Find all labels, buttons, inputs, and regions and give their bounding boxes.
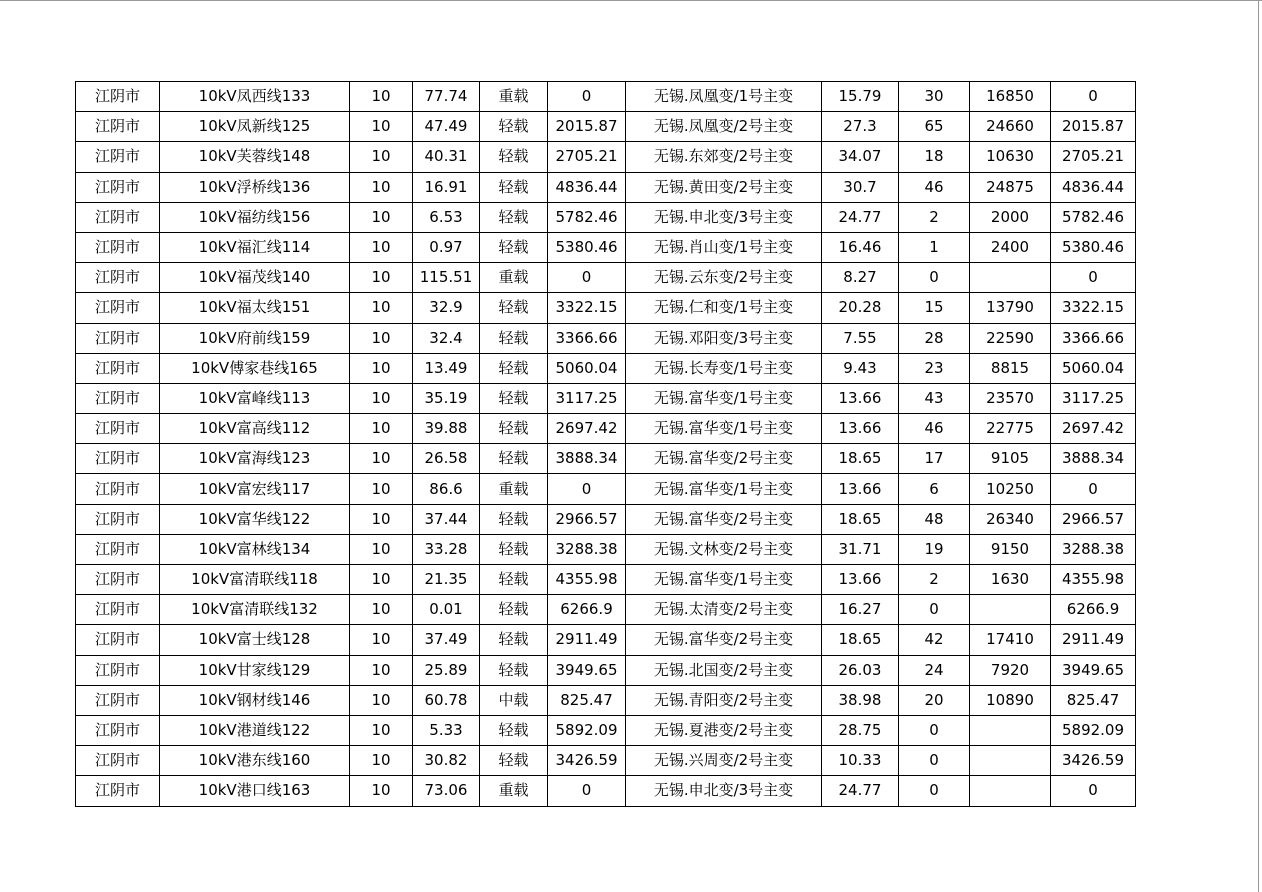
available-capacity-cell: 3288.38 [1051,534,1136,564]
spare-capacity-cell: 2966.57 [548,504,626,534]
voltage-cell: 10 [350,263,413,293]
city-cell: 江阴市 [76,776,160,806]
line-name-cell: 10kV福茂线140 [160,263,350,293]
table-row [76,82,1136,112]
transformer-cell: 无锡.北国变/2号主变 [626,655,822,685]
spare-capacity-cell: 5892.09 [548,715,626,745]
transformer-cell: 无锡.富华变/1号主变 [626,565,822,595]
voltage-cell: 10 [350,534,413,564]
count-cell: 24 [899,655,970,685]
transformer-load-cell: 24.77 [822,202,899,232]
transformer-load-cell: 34.07 [822,142,899,172]
capacity-cell: 8815 [970,353,1051,383]
count-cell: 6 [899,474,970,504]
city-cell: 江阴市 [76,534,160,564]
voltage-cell: 10 [350,414,413,444]
voltage-cell: 10 [350,232,413,262]
line-name-cell: 10kV福太线151 [160,293,350,323]
spare-capacity-cell: 0 [548,474,626,504]
load-rate-cell: 21.35 [413,565,480,595]
city-cell: 江阴市 [76,202,160,232]
transformer-cell: 无锡.肖山变/1号主变 [626,232,822,262]
voltage-cell: 10 [350,715,413,745]
city-cell: 江阴市 [76,232,160,262]
count-cell: 0 [899,776,970,806]
capacity-cell [970,595,1051,625]
line-name-cell: 10kV凤新线125 [160,112,350,142]
spare-capacity-cell: 3322.15 [548,293,626,323]
load-rate-cell: 25.89 [413,655,480,685]
city-cell: 江阴市 [76,685,160,715]
available-capacity-cell: 3888.34 [1051,444,1136,474]
table-row [76,776,1136,806]
line-name-cell: 10kV港道线122 [160,715,350,745]
city-cell: 江阴市 [76,383,160,413]
transformer-load-cell: 18.65 [822,444,899,474]
line-name-cell: 10kV府前线159 [160,323,350,353]
voltage-cell: 10 [350,172,413,202]
line-name-cell: 10kV甘家线129 [160,655,350,685]
spare-capacity-cell: 3117.25 [548,383,626,413]
available-capacity-cell: 825.47 [1051,685,1136,715]
spare-capacity-cell: 5782.46 [548,202,626,232]
table-row [76,142,1136,172]
spare-capacity-cell: 6266.9 [548,595,626,625]
transformer-load-cell: 31.71 [822,534,899,564]
transformer-cell: 无锡.凤凰变/2号主变 [626,112,822,142]
transformer-load-cell: 20.28 [822,293,899,323]
transformer-load-cell: 7.55 [822,323,899,353]
transformer-cell: 无锡.富华变/2号主变 [626,504,822,534]
capacity-cell: 16850 [970,82,1051,112]
spare-capacity-cell: 2015.87 [548,112,626,142]
table-row [76,414,1136,444]
transformer-load-cell: 18.65 [822,625,899,655]
load-rate-cell: 32.4 [413,323,480,353]
available-capacity-cell: 0 [1051,776,1136,806]
capacity-cell: 10630 [970,142,1051,172]
table-row [76,172,1136,202]
load-status-cell: 轻载 [480,655,548,685]
spare-capacity-cell: 0 [548,263,626,293]
capacity-cell: 17410 [970,625,1051,655]
table-row [76,202,1136,232]
capacity-cell: 22590 [970,323,1051,353]
transformer-cell: 无锡.长寿变/1号主变 [626,353,822,383]
count-cell: 46 [899,172,970,202]
count-cell: 30 [899,82,970,112]
transformer-cell: 无锡.云东变/2号主变 [626,263,822,293]
capacity-cell: 24875 [970,172,1051,202]
line-name-cell: 10kV福纺线156 [160,202,350,232]
transformer-cell: 无锡.申北变/3号主变 [626,776,822,806]
voltage-cell: 10 [350,142,413,172]
load-status-cell: 轻载 [480,414,548,444]
load-status-cell: 轻载 [480,112,548,142]
load-status-cell: 中载 [480,685,548,715]
table-row [76,232,1136,262]
count-cell: 2 [899,202,970,232]
voltage-cell: 10 [350,353,413,383]
count-cell: 46 [899,414,970,444]
transformer-cell: 无锡.夏港变/2号主变 [626,715,822,745]
voltage-cell: 10 [350,746,413,776]
page-right-border [1258,0,1259,892]
line-name-cell: 10kV浮桥线136 [160,172,350,202]
available-capacity-cell: 5380.46 [1051,232,1136,262]
load-rate-cell: 26.58 [413,444,480,474]
load-rate-cell: 37.49 [413,625,480,655]
available-capacity-cell: 0 [1051,474,1136,504]
available-capacity-cell: 0 [1051,263,1136,293]
load-status-cell: 轻载 [480,534,548,564]
load-status-cell: 轻载 [480,715,548,745]
table-row [76,383,1136,413]
transformer-load-cell: 13.66 [822,383,899,413]
table-body [76,82,1136,807]
load-rate-cell: 86.6 [413,474,480,504]
city-cell: 江阴市 [76,444,160,474]
load-rate-cell: 77.74 [413,82,480,112]
load-rate-cell: 47.49 [413,112,480,142]
city-cell: 江阴市 [76,625,160,655]
city-cell: 江阴市 [76,353,160,383]
city-cell: 江阴市 [76,715,160,745]
capacity-cell: 2000 [970,202,1051,232]
line-name-cell: 10kV富清联线132 [160,595,350,625]
load-status-cell: 轻载 [480,323,548,353]
voltage-cell: 10 [350,383,413,413]
line-name-cell: 10kV傅家巷线165 [160,353,350,383]
table-row [76,595,1136,625]
city-cell: 江阴市 [76,655,160,685]
city-cell: 江阴市 [76,263,160,293]
load-status-cell: 轻载 [480,444,548,474]
transformer-load-cell: 13.66 [822,414,899,444]
load-status-cell: 轻载 [480,232,548,262]
load-rate-cell: 115.51 [413,263,480,293]
count-cell: 0 [899,746,970,776]
load-rate-cell: 30.82 [413,746,480,776]
voltage-cell: 10 [350,202,413,232]
city-cell: 江阴市 [76,82,160,112]
load-rate-cell: 33.28 [413,534,480,564]
load-status-cell: 轻载 [480,293,548,323]
line-name-cell: 10kV富士线128 [160,625,350,655]
line-name-cell: 10kV富林线134 [160,534,350,564]
voltage-cell: 10 [350,685,413,715]
voltage-cell: 10 [350,655,413,685]
voltage-cell: 10 [350,504,413,534]
load-rate-cell: 0.97 [413,232,480,262]
load-status-cell: 轻载 [480,353,548,383]
transformer-cell: 无锡.兴周变/2号主变 [626,746,822,776]
table-row [76,655,1136,685]
available-capacity-cell: 2966.57 [1051,504,1136,534]
transformer-load-cell: 28.75 [822,715,899,745]
load-rate-cell: 16.91 [413,172,480,202]
count-cell: 2 [899,565,970,595]
available-capacity-cell: 2911.49 [1051,625,1136,655]
voltage-cell: 10 [350,112,413,142]
capacity-cell [970,776,1051,806]
load-status-cell: 轻载 [480,746,548,776]
count-cell: 1 [899,232,970,262]
transformer-load-cell: 26.03 [822,655,899,685]
table-row [76,685,1136,715]
table-row [76,715,1136,745]
voltage-cell: 10 [350,565,413,595]
load-rate-cell: 60.78 [413,685,480,715]
spare-capacity-cell: 3366.66 [548,323,626,353]
transformer-cell: 无锡.富华变/1号主变 [626,414,822,444]
capacity-cell: 10890 [970,685,1051,715]
transformer-cell: 无锡.仁和变/1号主变 [626,293,822,323]
count-cell: 17 [899,444,970,474]
count-cell: 48 [899,504,970,534]
available-capacity-cell: 3949.65 [1051,655,1136,685]
capacity-cell: 24660 [970,112,1051,142]
city-cell: 江阴市 [76,414,160,444]
line-name-cell: 10kV凤西线133 [160,82,350,112]
available-capacity-cell: 0 [1051,82,1136,112]
load-rate-cell: 13.49 [413,353,480,383]
available-capacity-cell: 4355.98 [1051,565,1136,595]
transformer-load-cell: 13.66 [822,474,899,504]
line-name-cell: 10kV港口线163 [160,776,350,806]
table-row [76,323,1136,353]
load-rate-cell: 40.31 [413,142,480,172]
capacity-cell [970,746,1051,776]
load-status-cell: 重载 [480,474,548,504]
available-capacity-cell: 3117.25 [1051,383,1136,413]
voltage-cell: 10 [350,595,413,625]
line-name-cell: 10kV福汇线114 [160,232,350,262]
transformer-load-cell: 27.3 [822,112,899,142]
transformer-load-cell: 38.98 [822,685,899,715]
load-rate-cell: 6.53 [413,202,480,232]
count-cell: 0 [899,263,970,293]
capacity-cell: 7920 [970,655,1051,685]
transformer-load-cell: 18.65 [822,504,899,534]
available-capacity-cell: 3426.59 [1051,746,1136,776]
voltage-cell: 10 [350,323,413,353]
transformer-cell: 无锡.文林变/2号主变 [626,534,822,564]
transformer-cell: 无锡.富华变/2号主变 [626,625,822,655]
load-rate-cell: 5.33 [413,715,480,745]
table-row [76,112,1136,142]
spare-capacity-cell: 2911.49 [548,625,626,655]
table-row [76,504,1136,534]
city-cell: 江阴市 [76,565,160,595]
transformer-cell: 无锡.富华变/2号主变 [626,444,822,474]
transformer-cell: 无锡.青阳变/2号主变 [626,685,822,715]
city-cell: 江阴市 [76,293,160,323]
load-status-cell: 轻载 [480,172,548,202]
load-rate-cell: 73.06 [413,776,480,806]
count-cell: 0 [899,715,970,745]
available-capacity-cell: 2697.42 [1051,414,1136,444]
count-cell: 18 [899,142,970,172]
available-capacity-cell: 5782.46 [1051,202,1136,232]
spare-capacity-cell: 825.47 [548,685,626,715]
load-status-cell: 重载 [480,82,548,112]
load-status-cell: 轻载 [480,565,548,595]
spare-capacity-cell: 2705.21 [548,142,626,172]
city-cell: 江阴市 [76,323,160,353]
line-name-cell: 10kV富海线123 [160,444,350,474]
capacity-cell: 22775 [970,414,1051,444]
available-capacity-cell: 5060.04 [1051,353,1136,383]
table-row [76,746,1136,776]
count-cell: 20 [899,685,970,715]
count-cell: 43 [899,383,970,413]
voltage-cell: 10 [350,444,413,474]
count-cell: 23 [899,353,970,383]
transformer-cell: 无锡.凤凰变/1号主变 [626,82,822,112]
spare-capacity-cell: 3888.34 [548,444,626,474]
transformer-load-cell: 8.27 [822,263,899,293]
city-cell: 江阴市 [76,504,160,534]
city-cell: 江阴市 [76,474,160,504]
load-rate-cell: 35.19 [413,383,480,413]
line-name-cell: 10kV钢材线146 [160,685,350,715]
transformer-cell: 无锡.东郊变/2号主变 [626,142,822,172]
transformer-load-cell: 24.77 [822,776,899,806]
page-top-border [0,0,1262,1]
city-cell: 江阴市 [76,142,160,172]
line-name-cell: 10kV港东线160 [160,746,350,776]
capacity-cell: 2400 [970,232,1051,262]
transformer-cell: 无锡.富华变/1号主变 [626,474,822,504]
transformer-load-cell: 16.46 [822,232,899,262]
voltage-cell: 10 [350,625,413,655]
capacity-cell: 10250 [970,474,1051,504]
voltage-cell: 10 [350,82,413,112]
capacity-cell: 1630 [970,565,1051,595]
load-status-cell: 轻载 [480,625,548,655]
spare-capacity-cell: 4355.98 [548,565,626,595]
city-cell: 江阴市 [76,595,160,625]
capacity-cell [970,715,1051,745]
load-status-cell: 轻载 [480,595,548,625]
capacity-cell [970,263,1051,293]
spare-capacity-cell: 0 [548,82,626,112]
load-status-cell: 轻载 [480,383,548,413]
table-row [76,444,1136,474]
line-name-cell: 10kV富高线112 [160,414,350,444]
load-status-cell: 重载 [480,263,548,293]
line-name-cell: 10kV富清联线118 [160,565,350,595]
capacity-cell: 26340 [970,504,1051,534]
count-cell: 28 [899,323,970,353]
line-name-cell: 10kV芙蓉线148 [160,142,350,172]
available-capacity-cell: 3366.66 [1051,323,1136,353]
capacity-cell: 23570 [970,383,1051,413]
table-row [76,625,1136,655]
capacity-cell: 9150 [970,534,1051,564]
available-capacity-cell: 2015.87 [1051,112,1136,142]
feeder-load-table [75,81,1136,807]
table-row [76,565,1136,595]
city-cell: 江阴市 [76,746,160,776]
transformer-cell: 无锡.申北变/3号主变 [626,202,822,232]
transformer-load-cell: 15.79 [822,82,899,112]
count-cell: 65 [899,112,970,142]
count-cell: 42 [899,625,970,655]
transformer-load-cell: 9.43 [822,353,899,383]
load-status-cell: 轻载 [480,504,548,534]
voltage-cell: 10 [350,293,413,323]
transformer-load-cell: 10.33 [822,746,899,776]
spare-capacity-cell: 5060.04 [548,353,626,383]
load-status-cell: 重载 [480,776,548,806]
line-name-cell: 10kV富华线122 [160,504,350,534]
spare-capacity-cell: 3288.38 [548,534,626,564]
spare-capacity-cell: 3949.65 [548,655,626,685]
transformer-cell: 无锡.黄田变/2号主变 [626,172,822,202]
table-row [76,353,1136,383]
spare-capacity-cell: 3426.59 [548,746,626,776]
capacity-cell: 9105 [970,444,1051,474]
load-status-cell: 轻载 [480,202,548,232]
spare-capacity-cell: 4836.44 [548,172,626,202]
transformer-load-cell: 16.27 [822,595,899,625]
available-capacity-cell: 3322.15 [1051,293,1136,323]
capacity-cell: 13790 [970,293,1051,323]
load-rate-cell: 32.9 [413,293,480,323]
count-cell: 0 [899,595,970,625]
table-row [76,474,1136,504]
table-row [76,293,1136,323]
load-rate-cell: 0.01 [413,595,480,625]
load-rate-cell: 39.88 [413,414,480,444]
available-capacity-cell: 6266.9 [1051,595,1136,625]
available-capacity-cell: 5892.09 [1051,715,1136,745]
transformer-cell: 无锡.富华变/1号主变 [626,383,822,413]
transformer-load-cell: 30.7 [822,172,899,202]
transformer-cell: 无锡.邓阳变/3号主变 [626,323,822,353]
city-cell: 江阴市 [76,172,160,202]
spare-capacity-cell: 2697.42 [548,414,626,444]
available-capacity-cell: 2705.21 [1051,142,1136,172]
city-cell: 江阴市 [76,112,160,142]
transformer-load-cell: 13.66 [822,565,899,595]
available-capacity-cell: 4836.44 [1051,172,1136,202]
transformer-cell: 无锡.太清变/2号主变 [626,595,822,625]
count-cell: 15 [899,293,970,323]
line-name-cell: 10kV富峰线113 [160,383,350,413]
load-rate-cell: 37.44 [413,504,480,534]
line-name-cell: 10kV富宏线117 [160,474,350,504]
spare-capacity-cell: 5380.46 [548,232,626,262]
load-status-cell: 轻载 [480,142,548,172]
count-cell: 19 [899,534,970,564]
voltage-cell: 10 [350,474,413,504]
table-row [76,534,1136,564]
spare-capacity-cell: 0 [548,776,626,806]
table-row [76,263,1136,293]
voltage-cell: 10 [350,776,413,806]
